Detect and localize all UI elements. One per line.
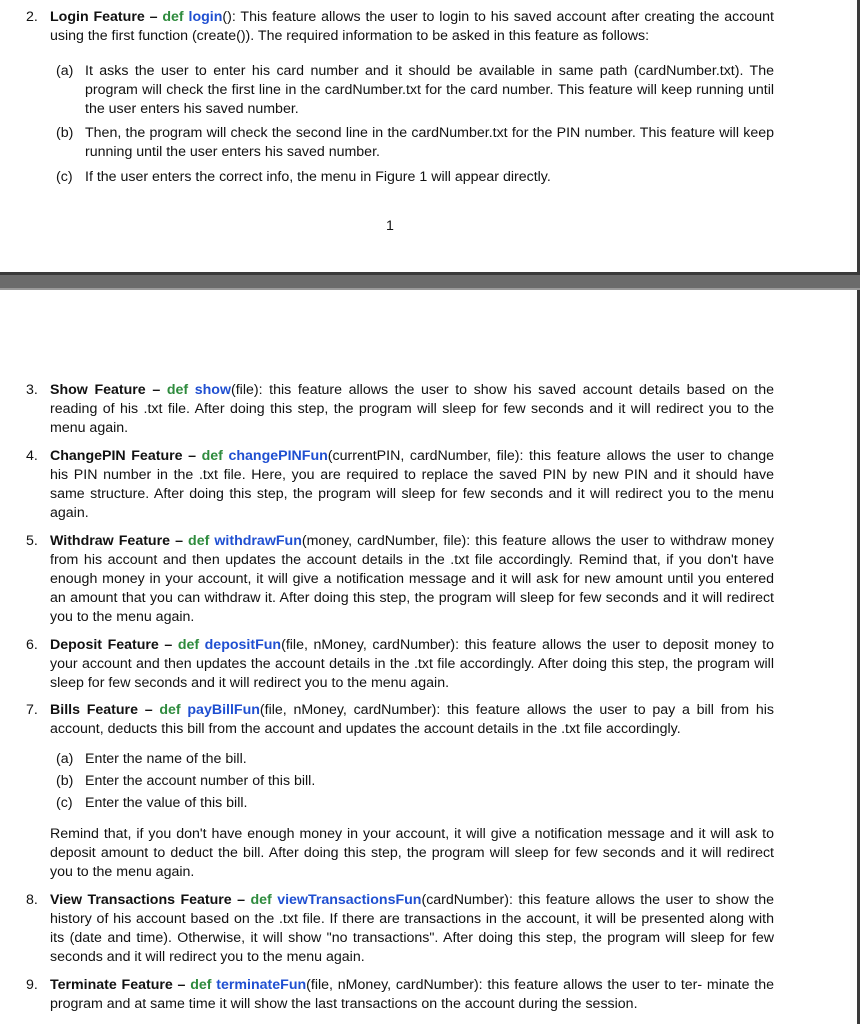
feature-description: (file, nMoney, cardNumber): this feature allows the user to deposit money to your account and then updates the account details in the .txt file accordingly. After doing this step, the program will sleep for few seconds and it will redirect you to the menu again.: [50, 637, 774, 691]
feature-description: (file): this feature allows the user to show his saved account details based on the reading of his .txt file. After doing this step, the program will sleep for few seconds and it will redirect you to the menu again.: [50, 382, 774, 436]
feature-description: (cardNumber): this feature allows the user to show the history of his account based on the .txt file. If there are transactions in the account, it will be presented along with its (date and time). Otherwise, it will show "no transactions". After doing this step, the program will sleep for few seconds and it will redirect you to the menu again.: [50, 892, 775, 965]
feature-title: Deposit Feature –: [50, 637, 173, 653]
feature-description: (file, nMoney, cardNumber): this feature allows the user to ter- minate the program and at same time it will show the last transactions on the account during the session.: [50, 977, 774, 1012]
feature-title: ChangePIN Feature –: [50, 448, 196, 464]
document-page-1: [0, 0, 860, 272]
def-keyword: def: [166, 382, 189, 398]
feature-item-login: [26, 8, 774, 46]
function-name: payBillFun: [187, 702, 260, 718]
function-name: withdrawFun: [214, 533, 302, 549]
bills-sub-item-a: [56, 750, 774, 769]
feature-item-bills: [26, 701, 774, 739]
feature-title: Terminate Feature –: [50, 977, 186, 993]
feature-description: (): This feature allows the user to login to his saved account after creating the account using the first function (create()). The required information to be asked in this feature as follows:: [50, 9, 774, 44]
def-keyword: def: [177, 637, 200, 653]
sub-item-text: Enter the account number of this bill.: [85, 773, 316, 789]
feature-item-terminate: [26, 976, 774, 1014]
sub-item-label: (a): [56, 63, 74, 79]
def-keyword: def: [188, 533, 210, 549]
function-name: show: [194, 382, 232, 398]
login-sub-item-a: [56, 62, 774, 119]
page-separator: [0, 272, 860, 290]
sub-item-label: (c): [56, 795, 73, 811]
feature-item-show: [26, 381, 774, 438]
function-name: changePINFun: [228, 448, 328, 464]
item-number: 7.: [26, 702, 38, 718]
feature-item-deposit: [26, 636, 774, 693]
item-number: 6.: [26, 637, 38, 653]
function-name: viewTransactionsFun: [277, 892, 422, 908]
def-keyword: def: [190, 977, 212, 993]
feature-item-view-transactions: [26, 891, 774, 967]
sub-item-text: Then, the program will check the second line in the cardNumber.txt for the PIN number. This feature will keep running until the user enters his saved number.: [85, 125, 774, 160]
item-number: 5.: [26, 533, 38, 549]
bills-sub-item-c: [56, 794, 774, 813]
feature-title: Show Feature –: [50, 382, 161, 398]
document-page-2: [0, 290, 860, 1024]
def-keyword: def: [162, 9, 184, 25]
function-name: depositFun: [204, 637, 282, 653]
sub-item-label: (b): [56, 125, 74, 141]
function-name: login: [188, 9, 223, 25]
sub-item-label: (c): [56, 169, 73, 185]
feature-title: Bills Feature –: [50, 702, 153, 718]
item-number: 3.: [26, 382, 38, 398]
feature-description: (money, cardNumber, file): this feature allows the user to withdraw money from his account and then updates the account details in the .txt file accordingly. Remind that, if you don't have enough money in your account, it will give a notification message and it will ask for new amount until you entered an amount that you can withdraw it. After doing this step, the program will sleep for few seconds and it will redirect you to the menu again.: [50, 533, 774, 625]
feature-item-withdraw: [26, 532, 774, 627]
sub-item-label: (a): [56, 751, 74, 767]
def-keyword: def: [201, 448, 223, 464]
item-number: 9.: [26, 977, 38, 993]
item-number: 8.: [26, 892, 38, 908]
sub-item-label: (b): [56, 773, 74, 789]
login-sub-item-b: [56, 124, 774, 162]
def-keyword: def: [159, 702, 181, 718]
item-number: 4.: [26, 448, 38, 464]
sub-item-text: Enter the value of this bill.: [85, 795, 248, 811]
feature-title: Withdraw Feature –: [50, 533, 183, 549]
login-sub-item-c: [56, 168, 774, 187]
feature-title: View Transactions Feature –: [50, 892, 246, 908]
sub-item-text: Enter the name of the bill.: [85, 751, 247, 767]
feature-description: (file, nMoney, cardNumber): this feature allows the user to pay a bill from his account, deducts this bill from the account and updates the account details in the .txt file accordingly.: [50, 702, 774, 737]
page-number: 1: [386, 218, 394, 234]
sub-item-text: If the user enters the correct info, the menu in Figure 1 will appear directly.: [85, 169, 551, 185]
feature-description: (currentPIN, cardNumber, file): this feature allows the user to change his PIN number in the .txt file. Here, you are required to replace the saved PIN by new PIN and it should have same structure. After doing this step, the program will sleep for few seconds and it will redirect you to the menu again.: [50, 448, 774, 521]
item-number: 2.: [26, 9, 38, 25]
def-keyword: def: [250, 892, 272, 908]
feature-item-changepin: [26, 447, 774, 523]
bills-sub-item-b: [56, 772, 774, 791]
feature-title: Login Feature –: [50, 9, 158, 25]
sub-item-text: It asks the user to enter his card number and it should be available in same path (cardNumber.txt). The program will check the first line in the cardNumber.txt for the card number. This feature will keep running until the user enters his saved number.: [85, 63, 774, 117]
bills-remind-paragraph: Remind that, if you don't have enough money in your account, it will give a notification message and it will ask to deposit amount to deduct the bill. After doing this step, the program will sleep for few seconds and it will redirect you to the menu again.: [50, 826, 774, 880]
function-name: terminateFun: [216, 977, 307, 993]
